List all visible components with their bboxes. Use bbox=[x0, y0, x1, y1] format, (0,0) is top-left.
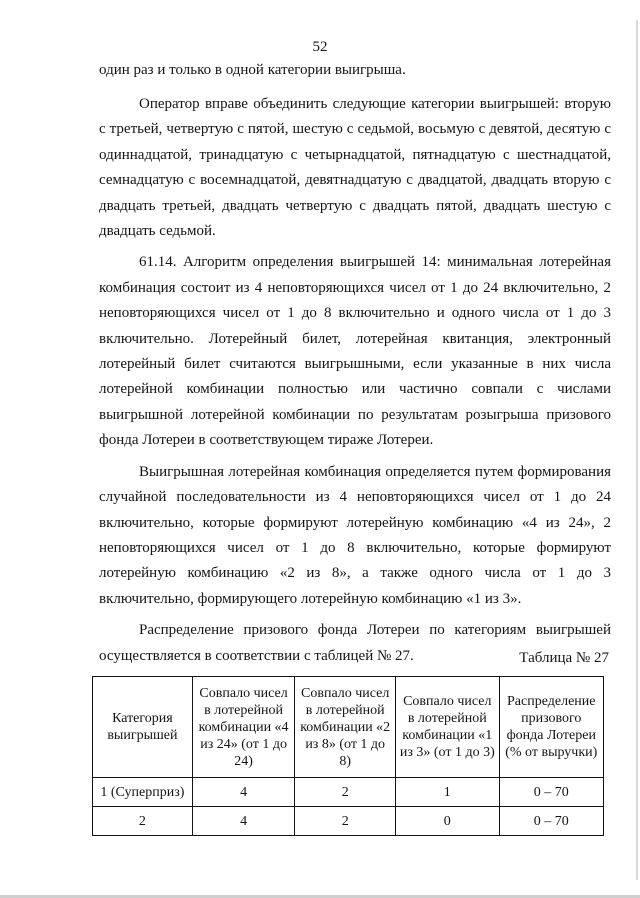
page-number: 52 bbox=[312, 39, 328, 55]
prize-table bbox=[92, 676, 604, 836]
paragraph-winning-combination: Выигрышная лотерейная комбинация определяется путем формирования случайной последовательности из 4 неповторяющихся чисел от 1 до 24 включительно, которые формируют лотерейную комбинацию «4 из 24», 2 неповторяющихся чисел от 1 до 8 включительно, которые формируют лотерейную комбинацию «2 из 8», а также одного числа от 1 до 3 включительно, формирующего лотерейную комбинацию «1 из 3». bbox=[99, 463, 611, 607]
table-header-row bbox=[93, 677, 604, 778]
cell-category: 2 bbox=[93, 807, 193, 836]
paragraph-merge-categories: Оператор вправе объединить следующие категории выигрышей: вторую с третьей, четвертую с пятой, шестую с седьмой, восьмую с девятой, десятую с одиннадцатой, тринадцатую с четырнадцатой, пятнадцатую с шестнадцатой, семнадцатую с восемнадцатой, девятнадцатую с двадцатой, двадцать вторую с двадцать третьей, двадцать четвертую с двадцать пятой, двадцать шестую с двадцать седьмой. bbox=[99, 96, 611, 240]
cell-match-4-of-24: 4 bbox=[192, 778, 295, 807]
cell-prize-share: 0 – 70 bbox=[499, 807, 603, 836]
cell-match-4-of-24: 4 bbox=[192, 807, 295, 836]
scan-edge-right bbox=[636, 20, 638, 880]
header-category: Категория выигрышей bbox=[93, 677, 193, 778]
cell-category: 1 (Суперприз) bbox=[93, 778, 193, 807]
table-caption: Таблица № 27 bbox=[519, 650, 609, 666]
paragraph-algorithm-14: 61.14. Алгоритм определения выигрышей 14: минимальная лотерейная комбинация состоит из 4 неповторяющихся чисел от 1 до 24 включительно, 2 неповторяющихся чисел от 1 до 8 включительно и одного числа от 1 до 3 включительно. Лотерейный билет, лотерейная квитанция, электронный лотерейный билет считаются выигрышными, если указанные в них числа лотерейной комбинации полностью или частично совпали с числами выигрышной лотерейной комбинации по результатам розыгрыша призового фонда Лотереи в соответствующем тираже Лотереи. bbox=[99, 254, 611, 449]
cell-match-1-of-3: 0 bbox=[396, 807, 500, 836]
document-body bbox=[99, 92, 611, 669]
paragraph-prize-distribution: Распределение призового фонда Лотереи по категориям выигрышей осуществляется в соответствии с таблицей № 27. bbox=[99, 622, 611, 664]
table-row bbox=[93, 778, 604, 807]
header-prize-distribution: Распределение призового фонда Лотереи (% от выручки) bbox=[499, 677, 603, 778]
table-row bbox=[93, 807, 604, 836]
cell-match-2-of-8: 2 bbox=[295, 807, 396, 836]
header-match-2-of-8: Совпало чисел в лотерейной комбинации «2 из 8» (от 1 до 8) bbox=[295, 677, 396, 778]
header-match-1-of-3: Совпало чисел в лотерейной комбинации «1 из 3» (от 1 до 3) bbox=[396, 677, 500, 778]
intro-text bbox=[99, 58, 611, 83]
header-match-4-of-24: Совпало чисел в лотерейной комбинации «4 из 24» (от 1 до 24) bbox=[192, 677, 295, 778]
cell-prize-share: 0 – 70 bbox=[499, 778, 603, 807]
intro-line: один раз и только в одной категории выигрыша. bbox=[99, 62, 406, 78]
cell-match-2-of-8: 2 bbox=[295, 778, 396, 807]
cell-match-1-of-3: 1 bbox=[396, 778, 500, 807]
